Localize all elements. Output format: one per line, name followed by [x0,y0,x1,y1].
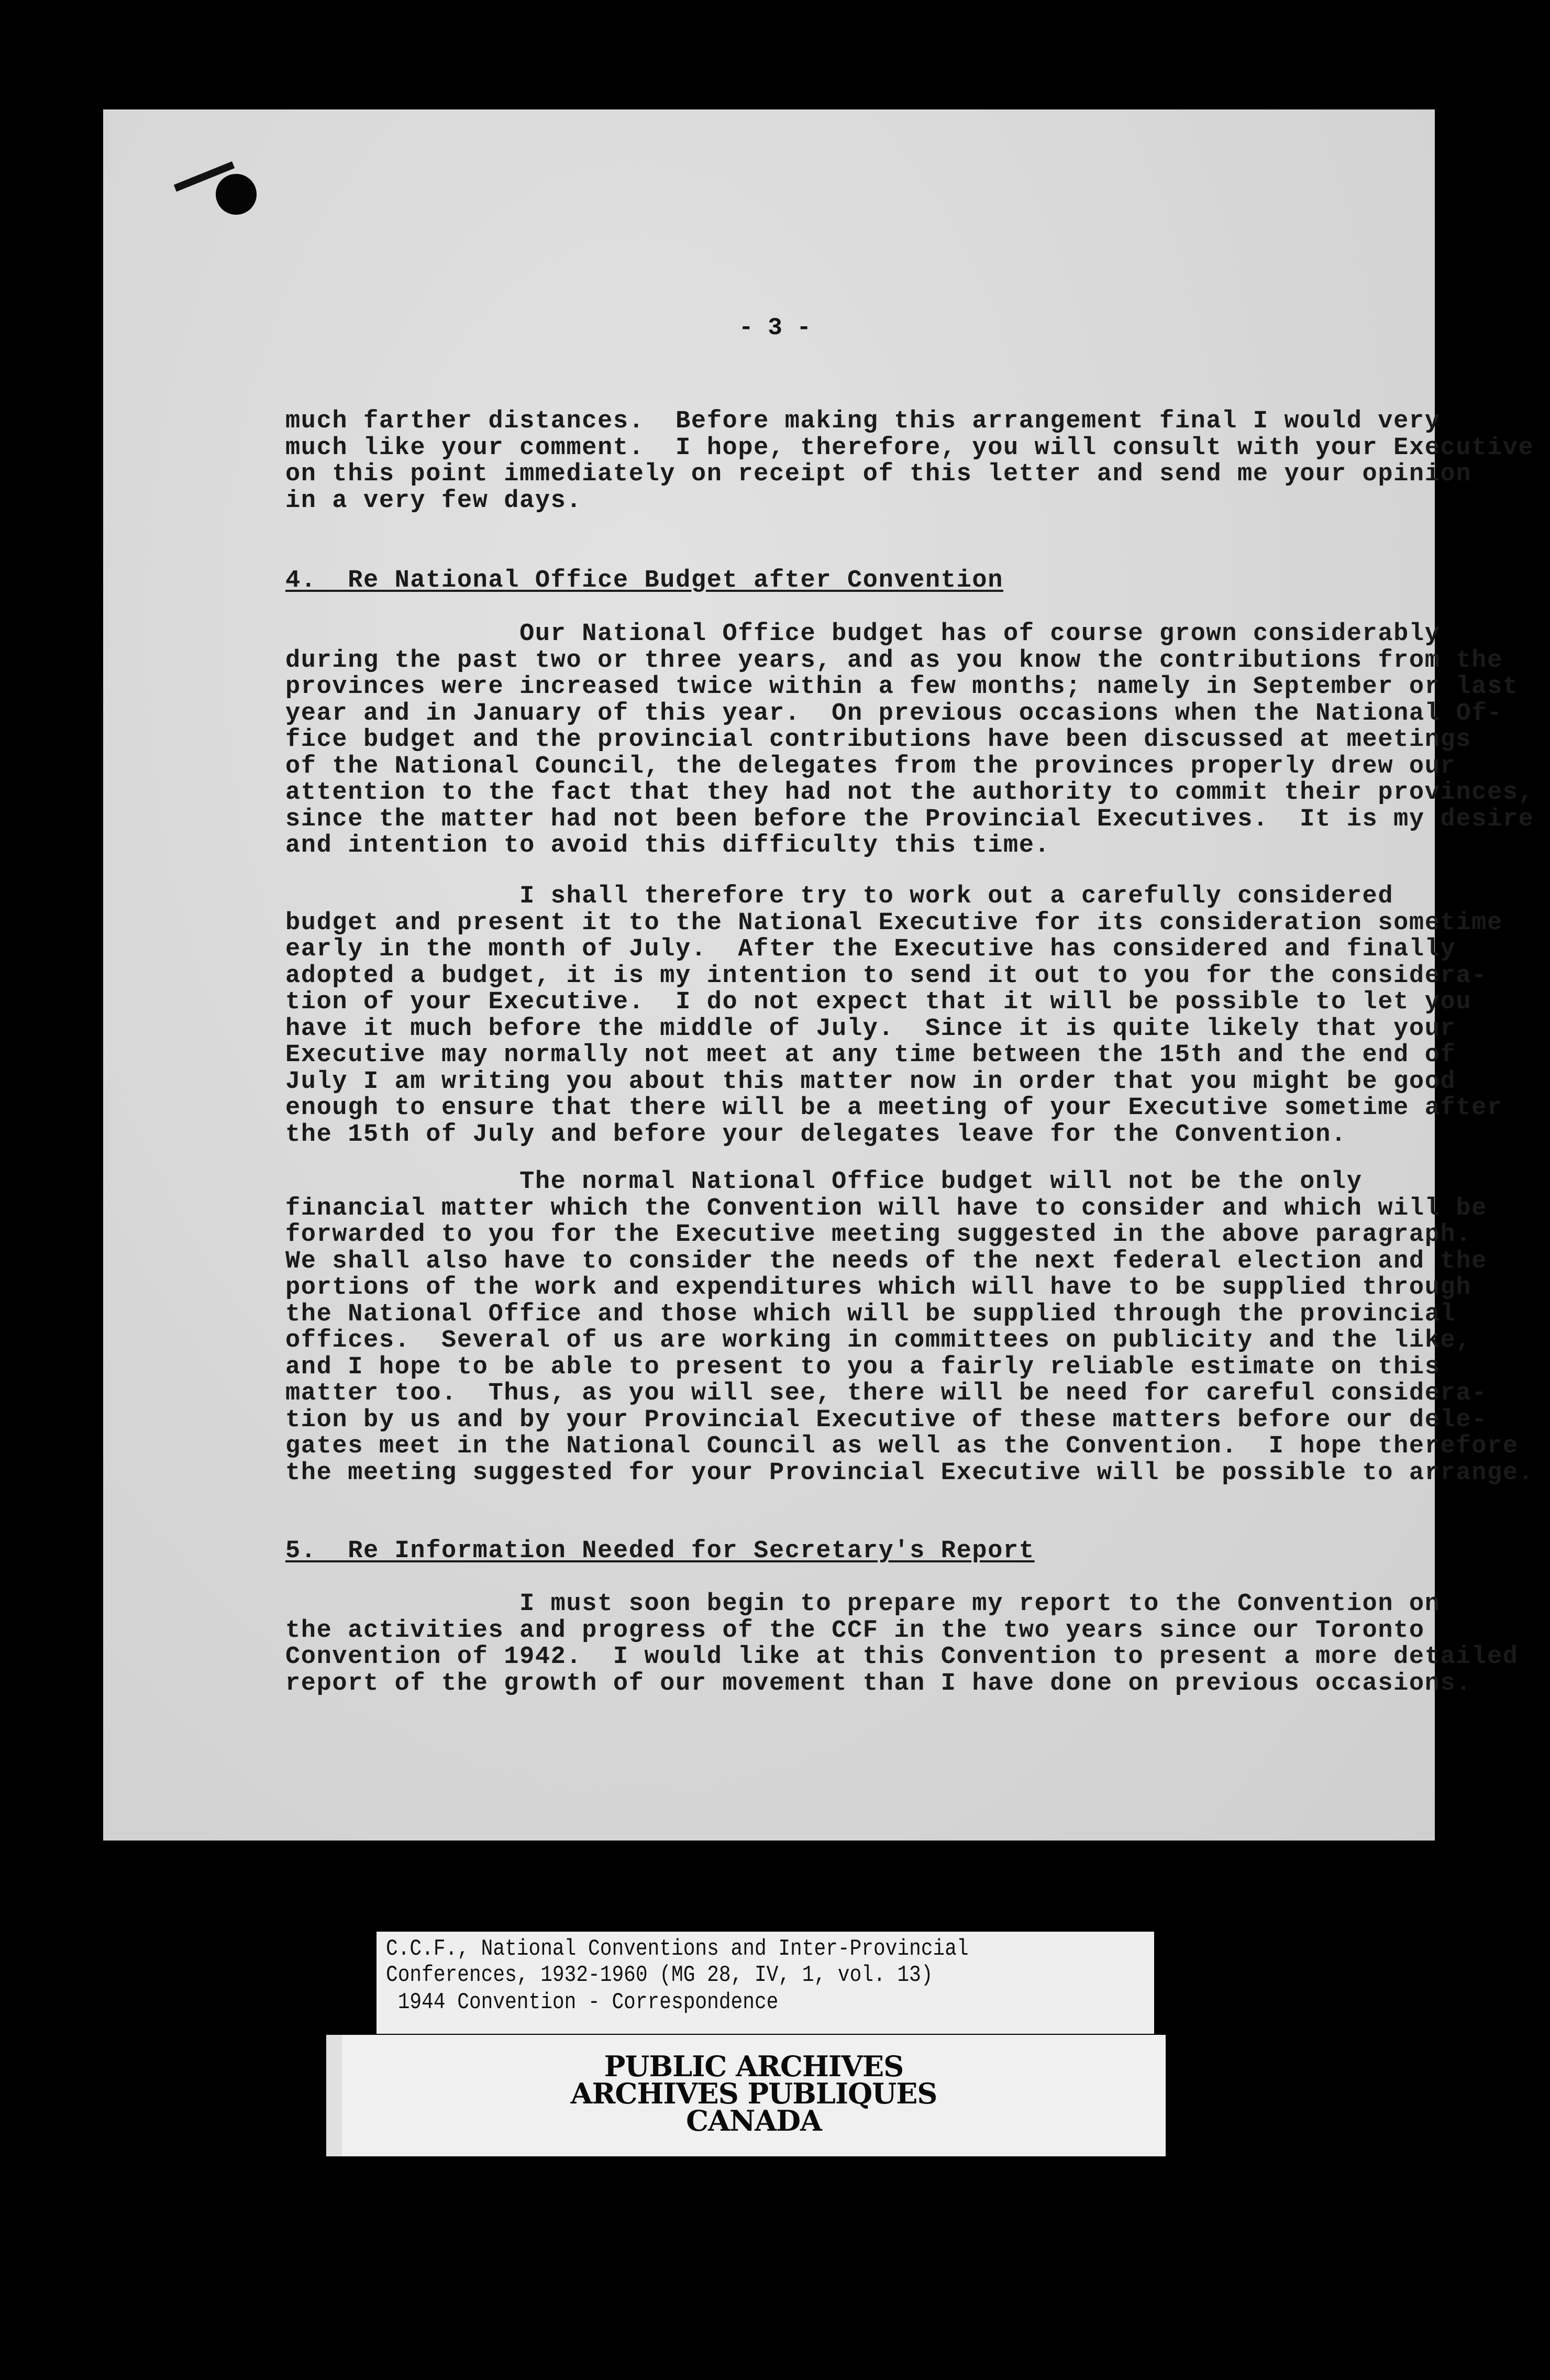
text-line: gates meet in the National Council as well as the Convention. I hope therefore [285,1433,1519,1460]
text-line: and I hope to be able to present to you a fairly reliable estimate on this [285,1353,1441,1381]
text-line: on this point immediately on receipt of this letter and send me your opinion [285,460,1472,488]
text-line: early in the month of July. After the Executive has considered and finally [285,935,1456,963]
text-line: financial matter which the Convention will have to consider and which will be [285,1194,1487,1222]
text-line: much farther distances. Before making this arrangement final I would very [285,407,1441,435]
label-line-2: Conferences, 1932-1960 (MG 28, IV, 1, vol. 13) [386,1962,933,1988]
text-line: enough to ensure that there will be a meeting of your Executive sometime after [285,1094,1503,1122]
text-line: forwarded to you for the Executive meeting suggested in the above paragraph. [285,1221,1472,1249]
text-line: tion by us and by your Provincial Executive of these matters before our dele- [285,1406,1487,1434]
text-line: year and in January of this year. On previous occasions when the National Of- [285,699,1503,728]
stamp-line-3: CANADA [686,2104,822,2137]
section-heading: 4. Re National Office Budget after Convention [285,567,1004,594]
text-line: and intention to avoid this difficulty this time. [285,832,1050,860]
archives-stamp [326,2035,1166,2156]
text-line: have it much before the middle of July. Since it is quite likely that your [285,1015,1456,1043]
text-line: the 15th of July and before your delegates leave for the Convention. [285,1120,1347,1149]
text-line: fice budget and the provincial contributions have been discussed at meetings [285,726,1472,754]
punch-hole [216,174,257,215]
text-line: report of the growth of our movement than I have done on previous occasions. [285,1669,1472,1698]
text-line: of the National Council, the delegates from the provinces properly drew our [285,752,1456,780]
text-line: I must soon begin to prepare my report to the Convention on [285,1590,1441,1618]
text-line: attention to the fact that they had not the authority to commit their provinces, [285,779,1534,807]
section-heading: 5. Re Information Needed for Secretary's Report [285,1537,1035,1565]
text-line: since the matter had not been before the Provincial Executives. It is my desire [285,805,1534,833]
stamp-line-2: ARCHIVES PUBLIQUES [570,2077,937,2110]
text-line: budget and present it to the National Executive for its consideration sometime [285,909,1503,937]
text-line: adopted a budget, it is my intention to send it out to you for the considera- [285,962,1487,990]
text-line: during the past two or three years, and as you know the contributions from the [285,646,1503,675]
text-line: portions of the work and expenditures which will have to be supplied through [285,1274,1472,1302]
text-line: Convention of 1942. I would like at this Convention to present a more detailed [285,1643,1519,1671]
text-line: provinces were increased twice within a few months; namely in September or last [285,673,1519,701]
text-line: offices. Several of us are working in committees on publicity and the like, [285,1327,1472,1354]
page-number: - 3 - [738,314,812,341]
text-line: The normal National Office budget will not be the only [285,1168,1363,1196]
stamp-line-1: PUBLIC ARCHIVES [604,2050,904,2083]
text-line: the National Office and those which will be supplied through the provincial [285,1300,1456,1328]
text-line: We shall also have to consider the needs of the next federal election and the [285,1247,1487,1275]
text-line: matter too. Thus, as you will see, there will be need for careful considera- [285,1380,1487,1407]
text-line: Our National Office budget has of course grown considerably [285,620,1441,648]
text-line: in a very few days. [285,487,582,515]
text-line: I shall therefore try to work out a carefully considered [285,883,1394,910]
text-line: tion of your Executive. I do not expect that it will be possible to let you [285,988,1472,1016]
text-line: the meeting suggested for your Provincial Executive will be possible to arrange. [285,1459,1534,1487]
label-line-1: C.C.F., National Conventions and Inter-Provincial [386,1936,969,1962]
text-line: July I am writing you about this matter now in order that you might be good [285,1067,1456,1096]
text-line: much like your comment. I hope, therefore, you will consult with your Executive [285,434,1534,462]
text-line: the activities and progress of the CCF in the two years since our Toronto [285,1616,1425,1645]
label-line-3: 1944 Convention - Correspondence [386,1989,779,2015]
archive-reference-label [377,1932,1154,2034]
text-line: Executive may normally not meet at any time between the 15th and the end of [285,1041,1456,1069]
